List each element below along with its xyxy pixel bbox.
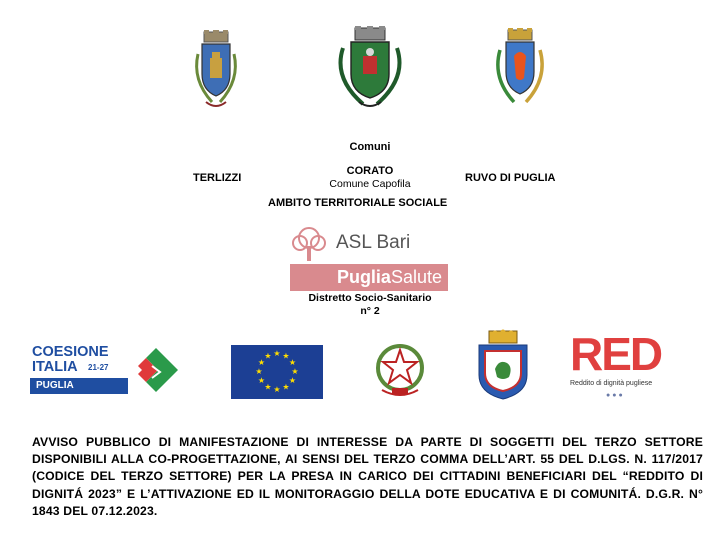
red-wordmark-icon — [570, 330, 666, 376]
svg-text:★: ★ — [257, 376, 266, 385]
terlizzi-crest — [190, 30, 242, 115]
town-corato: CORATO — [346, 165, 394, 177]
coesione-arrow-icon — [132, 346, 180, 394]
notice-text: AVVISO PUBBLICO DI MANIFESTAZIONE DI INTERESSE DA PARTE DI SOGGETTI DEL TERZO SETTORE DISPONIBILI ALLA CO-PROGETTAZIONE, AI SENSI DEL TERZO COMMA DELL’ART. 55 DEL D.LGS. N. 117/2017 (CODICE DEL TERZO SETTORE) PER LA PRESA IN CARICO DEI CITTADINI BENEFICIARI DEL “REDDITO DI DIGNITÁ 2023” E L’ATTIVAZIONE ED IL MONITORAGGIO DELLA DOTE EDUCATIVA E DI COMUNITÁ. D.G.R. N° 1843 DEL 07.12.2023. — [32, 435, 703, 518]
asl-bari-logo — [290, 226, 450, 292]
coesione-region: PUGLIA — [36, 380, 74, 391]
coesione-years: 21-27 — [88, 363, 109, 372]
svg-text:★: ★ — [264, 351, 272, 361]
red-dots-icon: ●●● — [606, 392, 625, 399]
banner-salute: Salute — [390, 267, 442, 287]
distretto-number: n° 2 — [360, 305, 380, 317]
svg-text:★: ★ — [264, 382, 272, 392]
comune-capofila: Comune Capofila — [329, 178, 411, 190]
svg-text:★: ★ — [273, 349, 281, 358]
ruvo-crest — [490, 28, 550, 115]
town-ruvo: RUVO DI PUGLIA — [465, 172, 556, 184]
svg-text:★: ★ — [291, 367, 299, 376]
coesione-italia-logo — [30, 344, 180, 398]
svg-text:★: ★ — [282, 351, 290, 361]
comuni-title: Comuni — [349, 141, 391, 153]
svg-text:★: ★ — [257, 358, 266, 367]
italian-republic-emblem — [372, 340, 428, 405]
ambito-territoriale: AMBITO TERRITORIALE SOCIALE — [268, 197, 448, 209]
red-logo — [570, 330, 670, 400]
banner-puglia: Puglia — [336, 267, 391, 287]
distretto-label: Distretto Socio-Sanitario — [308, 292, 432, 304]
asl-name: ASL Bari — [336, 232, 411, 253]
puglia-region-crest — [477, 329, 529, 406]
coesione-line2: ITALIA — [32, 359, 78, 375]
svg-text:★: ★ — [273, 385, 281, 394]
town-terlizzi: TERLIZZI — [193, 172, 242, 184]
svg-text:★: ★ — [288, 376, 297, 385]
tree-icon — [290, 226, 328, 262]
corato-crest — [333, 26, 407, 115]
red-caption: Reddito di dignità pugliese — [570, 380, 653, 387]
puglia-salute-banner — [290, 264, 448, 291]
svg-text:★: ★ — [282, 382, 290, 392]
coesione-region-bar — [30, 378, 128, 394]
eu-flag — [231, 345, 323, 399]
svg-text:RED: RED — [570, 330, 662, 376]
svg-text:★: ★ — [255, 367, 263, 376]
eu-stars-icon — [231, 345, 323, 399]
svg-text:★: ★ — [288, 358, 297, 367]
coesione-line1: COESIONE — [32, 344, 109, 360]
